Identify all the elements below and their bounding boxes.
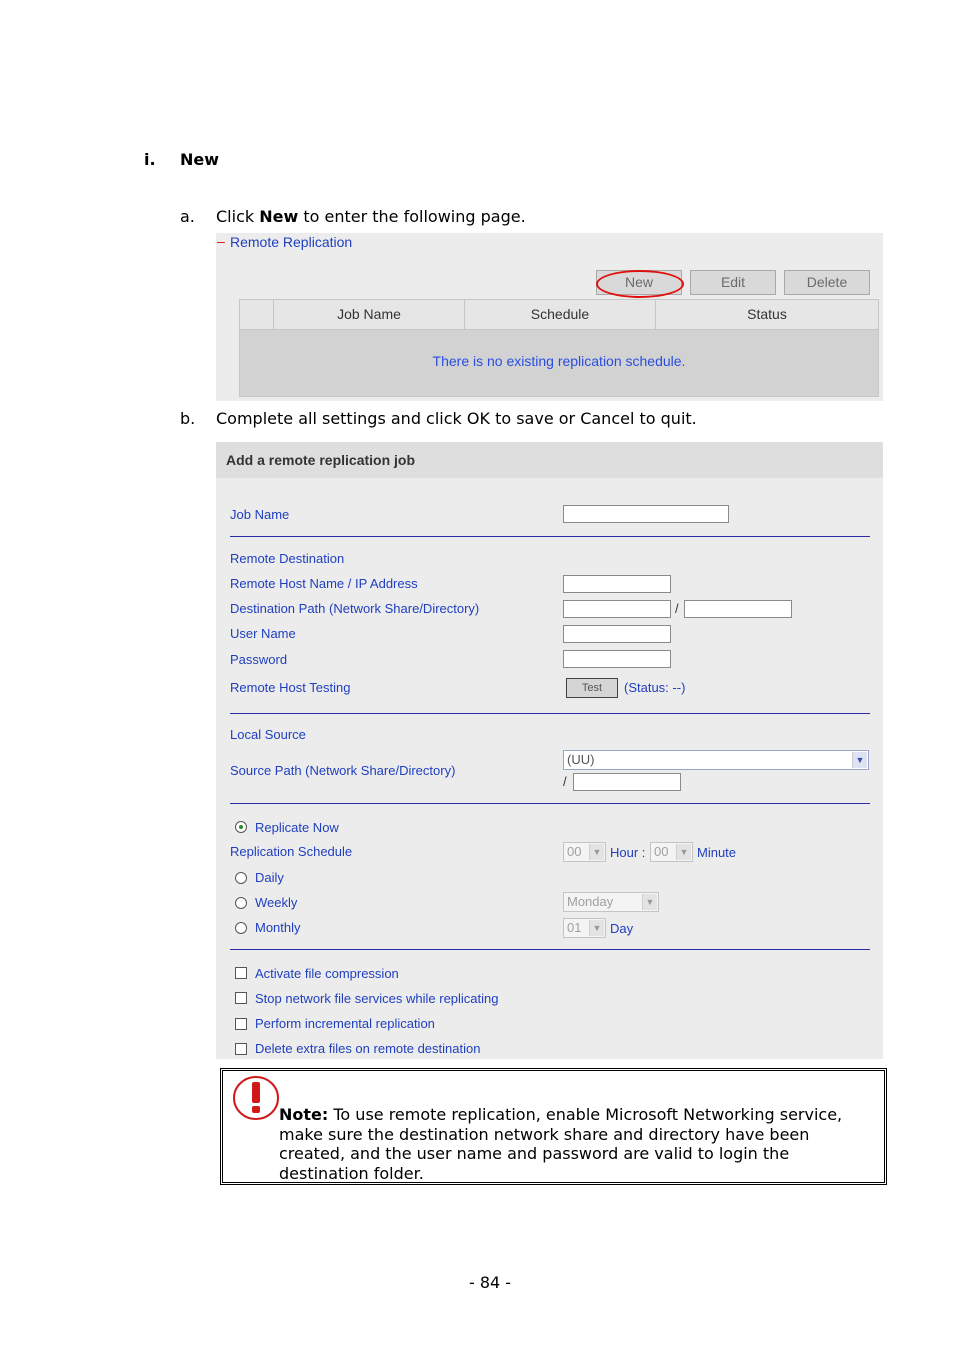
step-a-post: to enter the following page. bbox=[298, 207, 526, 226]
schedule-label: Replication Schedule bbox=[230, 844, 353, 859]
weekly-radio[interactable] bbox=[235, 897, 247, 909]
step-a-text bbox=[216, 207, 526, 226]
weekday-value: Monday bbox=[567, 894, 614, 909]
form-header: Add a remote replication job bbox=[216, 442, 883, 478]
weekday-select[interactable] bbox=[563, 892, 659, 912]
step-b-letter: b. bbox=[180, 409, 196, 428]
minute-select[interactable] bbox=[650, 842, 693, 862]
step-b-text: Complete all settings and click OK to save or Cancel to quit. bbox=[216, 409, 697, 428]
warning-icon bbox=[231, 1074, 281, 1122]
header-status[interactable]: Status bbox=[747, 306, 787, 322]
monthly-label: Monthly bbox=[255, 920, 301, 935]
chevron-down-icon: ▼ bbox=[642, 894, 657, 910]
highlight-ellipse bbox=[596, 270, 684, 298]
separator bbox=[230, 949, 870, 950]
dest-path-label: Destination Path (Network Share/Directory) bbox=[230, 601, 480, 616]
section-number: i. bbox=[144, 150, 156, 169]
header-select-cell bbox=[240, 300, 274, 329]
minute-label: Minute bbox=[697, 845, 737, 860]
day-label: Day bbox=[610, 921, 634, 936]
dest-share-input[interactable] bbox=[563, 600, 671, 618]
path-slash: / bbox=[675, 601, 679, 616]
hour-label: Hour : bbox=[610, 845, 646, 860]
source-directory-input[interactable] bbox=[573, 773, 681, 791]
source-share-value: (UU) bbox=[567, 752, 595, 767]
source-path-label: Source Path (Network Share/Directory) bbox=[230, 763, 456, 778]
day-value: 01 bbox=[567, 920, 582, 935]
stop-services-checkbox[interactable] bbox=[235, 992, 247, 1004]
note-body: To use remote replication, enable Microsoft Networking service, make sure the destination network share and directory have been created, and the user name and password are valid to login the destination folder. bbox=[279, 1105, 843, 1183]
empty-message: There is no existing replication schedule. bbox=[432, 353, 686, 369]
separator bbox=[230, 536, 870, 537]
password-label: Password bbox=[230, 652, 288, 667]
chevron-down-icon: ▼ bbox=[852, 752, 867, 768]
option-incremental: Perform incremental replication bbox=[255, 1016, 435, 1031]
step-a-bold: New bbox=[259, 207, 299, 226]
note-label: Note: bbox=[279, 1105, 329, 1124]
compression-checkbox[interactable] bbox=[235, 967, 247, 979]
local-source-heading: Local Source bbox=[230, 727, 306, 742]
host-testing-label: Remote Host Testing bbox=[230, 680, 351, 695]
note-text bbox=[279, 1105, 869, 1183]
password-input[interactable] bbox=[563, 650, 671, 668]
job-name-label: Job Name bbox=[230, 507, 290, 522]
chevron-down-icon: ▼ bbox=[589, 844, 604, 860]
panel-title[interactable]: Remote Replication bbox=[230, 234, 353, 250]
step-a-letter: a. bbox=[180, 207, 195, 226]
add-job-form bbox=[216, 442, 883, 1059]
new-button[interactable]: New bbox=[596, 270, 682, 295]
minute-value: 00 bbox=[654, 844, 669, 859]
dest-directory-input[interactable] bbox=[684, 600, 792, 618]
job-table bbox=[239, 299, 879, 397]
header-schedule[interactable]: Schedule bbox=[465, 300, 656, 329]
test-button[interactable]: Test bbox=[566, 678, 618, 698]
remote-host-input[interactable] bbox=[563, 575, 671, 593]
user-name-label: User Name bbox=[230, 626, 296, 641]
note-box bbox=[220, 1068, 887, 1185]
incremental-checkbox[interactable] bbox=[235, 1018, 247, 1030]
chevron-down-icon: ▼ bbox=[589, 920, 604, 936]
delete-extra-checkbox[interactable] bbox=[235, 1043, 247, 1055]
day-select[interactable] bbox=[563, 918, 606, 938]
section-title: New bbox=[180, 150, 220, 169]
option-compression: Activate file compression bbox=[255, 966, 399, 981]
hour-value: 00 bbox=[567, 844, 582, 859]
hour-select[interactable] bbox=[563, 842, 606, 862]
separator bbox=[230, 713, 870, 714]
status-text: (Status: --) bbox=[624, 680, 686, 695]
table-header bbox=[240, 300, 878, 330]
step-a-pre: Click bbox=[216, 207, 260, 226]
source-slash: / bbox=[563, 774, 567, 789]
separator bbox=[230, 803, 870, 804]
delete-button[interactable]: Delete bbox=[784, 270, 870, 295]
job-name-input[interactable] bbox=[563, 505, 729, 523]
option-delete-extra: Delete extra files on remote destination bbox=[255, 1041, 481, 1056]
replicate-now-radio[interactable] bbox=[235, 821, 247, 833]
monthly-radio[interactable] bbox=[235, 922, 247, 934]
remote-host-label: Remote Host Name / IP Address bbox=[230, 576, 418, 591]
user-name-input[interactable] bbox=[563, 625, 671, 643]
remote-destination-heading: Remote Destination bbox=[230, 551, 345, 566]
daily-label: Daily bbox=[255, 870, 284, 885]
remote-replication-panel bbox=[216, 233, 883, 401]
weekly-label: Weekly bbox=[255, 895, 298, 910]
collapse-icon[interactable]: – bbox=[217, 233, 225, 249]
source-share-select[interactable] bbox=[563, 750, 869, 770]
daily-radio[interactable] bbox=[235, 872, 247, 884]
replicate-now-label: Replicate Now bbox=[255, 820, 339, 835]
page-number: - 84 - bbox=[468, 1273, 512, 1292]
option-stop-services: Stop network file services while replicating bbox=[255, 991, 499, 1006]
chevron-down-icon: ▼ bbox=[676, 844, 691, 860]
edit-button[interactable]: Edit bbox=[690, 270, 776, 295]
header-job-name[interactable]: Job Name bbox=[274, 300, 465, 329]
